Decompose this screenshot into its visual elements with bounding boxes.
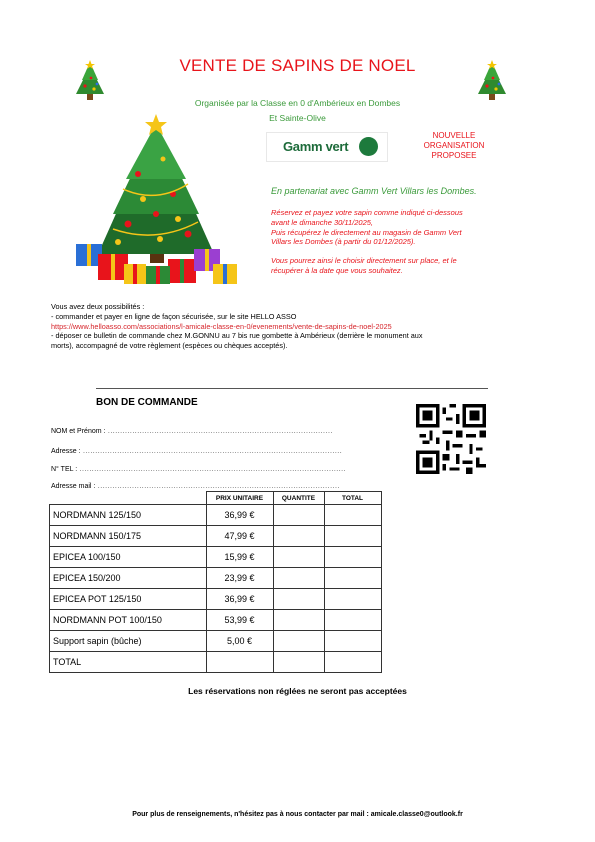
unit-price-header: PRIX UNITAIRE <box>206 492 273 505</box>
table-header-row <box>50 492 382 505</box>
product-name: NORDMANN 150/175 <box>50 526 207 547</box>
quantity-cell[interactable] <box>273 610 324 631</box>
separator-line <box>96 388 488 389</box>
blank-header <box>50 492 207 505</box>
info-line: morts), accompagné de votre règlement (espèces ou chèques acceptés). <box>51 341 288 351</box>
name-field[interactable]: NOM et Prénom : ............................................................................................ <box>51 428 333 435</box>
table-row <box>50 610 382 631</box>
total-cell[interactable] <box>324 589 381 610</box>
total-cell[interactable] <box>324 526 381 547</box>
table-row <box>50 631 382 652</box>
grand-total-cell[interactable] <box>324 652 381 673</box>
total-cell[interactable] <box>324 568 381 589</box>
unpaid-notice: Les réservations non réglées ne seront pas acceptées <box>188 686 407 696</box>
product-name: Support sapin (bûche) <box>50 631 207 652</box>
instruction-line: Réservez et payez votre sapin comme indiqué ci-dessous <box>271 208 463 217</box>
unit-price: 5,00 € <box>206 631 273 652</box>
quantity-cell[interactable] <box>273 631 324 652</box>
quantity-cell[interactable] <box>273 505 324 526</box>
notice-line: NOUVELLE <box>432 131 476 140</box>
partnership-text: En partenariat avec Gamm Vert Villars les Dombes. <box>271 186 477 196</box>
product-name: NORDMANN 125/150 <box>50 505 207 526</box>
organizer-line: Organisée par la Classe en 0 d'Ambérieux en Dombes <box>194 98 401 108</box>
reservation-instructions <box>271 208 511 276</box>
notice-line: PROPOSEE <box>431 151 477 160</box>
phone-label: N° TEL : <box>51 466 78 473</box>
christmas-tree-icon-right <box>474 60 510 102</box>
instruction-line: Puis récupérez le directement au magasin de Gamm Vert <box>271 227 462 237</box>
total-quantity-cell[interactable] <box>273 652 324 673</box>
product-name: NORDMANN POT 100/150 <box>50 610 207 631</box>
instruction-line: avant le dimanche 30/11/2025, <box>271 217 374 227</box>
organizer-line-2: Et Sainte-Olive <box>269 113 326 123</box>
phone-field[interactable]: N° TEL : ............................................................................................................. <box>51 466 347 473</box>
unit-price: 36,99 € <box>206 589 273 610</box>
order-table <box>49 491 382 673</box>
table-row <box>50 526 382 547</box>
decorated-tree-with-presents-image <box>68 114 248 289</box>
christmas-tree-icon-left <box>72 60 108 102</box>
unit-price: 53,99 € <box>206 610 273 631</box>
name-label: NOM et Prénom : <box>51 428 106 435</box>
contact-footer: Pour plus de renseignements, n'hésitez pas à nous contacter par mail : amicale.classe0@outlook.fr <box>132 811 463 818</box>
unit-price: 36,99 € <box>206 505 273 526</box>
gamm-vert-logo-text: Gamm vert <box>283 139 349 154</box>
quantity-header: QUANTITE <box>273 492 324 505</box>
instruction-line: Vous pourrez ainsi le choisir directement sur place, et le <box>271 256 457 266</box>
info-line: Vous avez deux possibilités : <box>51 302 145 311</box>
table-row <box>50 589 382 610</box>
gamm-vert-logo <box>266 132 388 162</box>
helloasso-link[interactable]: https://www.helloasso.com/associations/l-amicale-classe-en-0/evenements/vente-de-sapins-de-noel-2025 <box>51 321 392 331</box>
unit-price: 15,99 € <box>206 547 273 568</box>
email-field[interactable]: Adresse mail : ................................................................................................... <box>51 483 340 490</box>
address-label: Adresse : <box>51 448 81 455</box>
ordering-options <box>51 302 511 351</box>
instruction-line: récupérer à la date que vous souhaitez. <box>271 265 403 275</box>
quantity-cell[interactable] <box>273 547 324 568</box>
product-name: EPICEA POT 125/150 <box>50 589 207 610</box>
total-label: TOTAL <box>50 652 207 673</box>
page-title: VENTE DE SAPINS DE NOEL <box>179 56 416 75</box>
gamm-vert-emblem-icon <box>359 137 378 156</box>
total-cell[interactable] <box>324 610 381 631</box>
total-price-cell[interactable] <box>206 652 273 673</box>
quantity-cell[interactable] <box>273 589 324 610</box>
unit-price: 47,99 € <box>206 526 273 547</box>
product-name: EPICEA 150/200 <box>50 568 207 589</box>
product-name: EPICEA 100/150 <box>50 547 207 568</box>
new-organisation-notice <box>400 131 508 161</box>
total-cell[interactable] <box>324 505 381 526</box>
unit-price: 23,99 € <box>206 568 273 589</box>
quantity-cell[interactable] <box>273 568 324 589</box>
table-row <box>50 505 382 526</box>
table-row <box>50 547 382 568</box>
notice-line: ORGANISATION <box>423 141 485 150</box>
table-row <box>50 568 382 589</box>
quantity-cell[interactable] <box>273 526 324 547</box>
info-line: - déposer ce bulletin de commande chez M.GONNU au 7 bis rue gombette à Ambérieux (derrière le monument aux <box>51 331 423 341</box>
total-cell[interactable] <box>324 631 381 652</box>
qr-code-image <box>416 404 486 474</box>
total-header: TOTAL <box>324 492 381 505</box>
address-field[interactable]: Adresse : .......................................................................................................... <box>51 448 343 455</box>
order-form-title: BON DE COMMANDE <box>96 397 198 408</box>
instruction-line: Villars les Dombes (à partir du 01/12/2025). <box>271 237 416 247</box>
email-label: Adresse mail : <box>51 483 96 490</box>
total-cell[interactable] <box>324 547 381 568</box>
info-line: - commander et payer en ligne de façon sécurisée, sur le site HELLO ASSO <box>51 311 297 321</box>
table-total-row <box>50 652 382 673</box>
